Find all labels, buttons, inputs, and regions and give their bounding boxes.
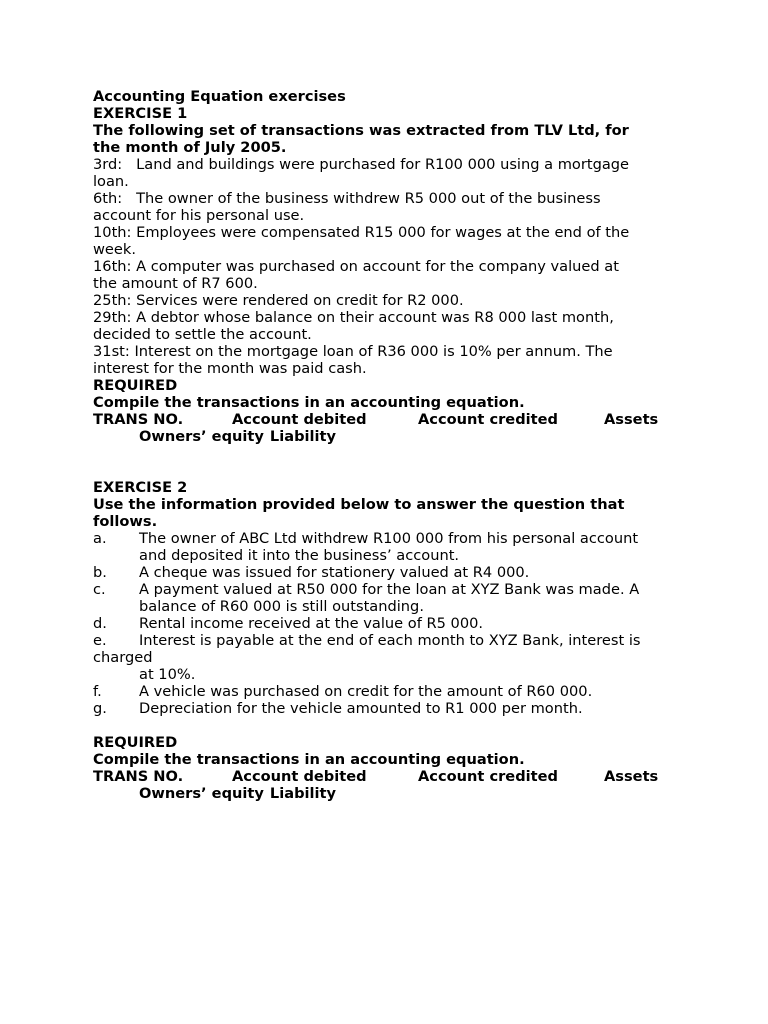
- item-e-wrap: charged: [93, 649, 153, 666]
- header-owners-equity: Owners’ equity: [139, 428, 264, 445]
- exercise2-intro-line2: follows.: [93, 513, 158, 530]
- header-liability: Liability: [269, 785, 337, 802]
- document-page: [93, 88, 683, 802]
- exercise1-heading: EXERCISE 1: [93, 105, 188, 122]
- exercise2-intro-line1: Use the information provided below to answer the question that: [93, 496, 625, 513]
- exercise1-table-header-cont: [93, 428, 683, 445]
- exercise1-required-label: REQUIRED: [93, 377, 178, 394]
- transaction-25th-line1: 25th: Services were rendered on credit for R2 000.: [93, 292, 464, 309]
- header-liability: Liability: [269, 428, 337, 445]
- item-label: b.: [93, 564, 107, 581]
- transaction-16th-line2: the amount of R7 600.: [93, 275, 258, 292]
- item-label: c.: [93, 581, 106, 598]
- item-e-cont: at 10%.: [139, 666, 196, 683]
- transaction-16th-line1: 16th: A computer was purchased on account for the company valued at: [93, 258, 619, 275]
- item-d: [93, 615, 683, 632]
- header-account-debited: Account debited: [232, 411, 367, 428]
- header-owners-equity: Owners’ equity: [139, 785, 264, 802]
- item-b: [93, 564, 683, 581]
- exercise1-table-header: [93, 411, 683, 428]
- item-c: [93, 581, 683, 598]
- exercise1-intro-line1: The following set of transactions was extracted from TLV Ltd, for: [93, 122, 629, 139]
- exercise2-heading: EXERCISE 2: [93, 479, 188, 496]
- item-text: A cheque was issued for stationery valued at R4 000.: [139, 564, 530, 581]
- exercise1-intro-line2: the month of July 2005.: [93, 139, 287, 156]
- transaction-31st-line1: 31st: Interest on the mortgage loan of R36 000 is 10% per annum. The: [93, 343, 613, 360]
- header-trans-no: TRANS NO.: [93, 768, 184, 785]
- transaction-29th-line1: 29th: A debtor whose balance on their account was R8 000 last month,: [93, 309, 614, 326]
- item-g: [93, 700, 683, 717]
- item-e: [93, 632, 683, 649]
- header-trans-no: TRANS NO.: [93, 411, 184, 428]
- header-assets: Assets: [604, 768, 659, 785]
- item-a-cont: and deposited it into the business’ account.: [139, 547, 460, 564]
- exercise1-required-text: Compile the transactions in an accounting equation.: [93, 394, 525, 411]
- exercise2-required-text: Compile the transactions in an accounting equation.: [93, 751, 525, 768]
- exercise2-required-label: REQUIRED: [93, 734, 178, 751]
- item-label: f.: [93, 683, 102, 700]
- item-label: g.: [93, 700, 107, 717]
- header-account-credited: Account credited: [418, 768, 558, 785]
- transaction-10th-line1: 10th: Employees were compensated R15 000 for wages at the end of the: [93, 224, 630, 241]
- header-account-debited: Account debited: [232, 768, 367, 785]
- exercise2-table-header: [93, 768, 683, 785]
- item-text: The owner of ABC Ltd withdrew R100 000 from his personal account: [139, 530, 639, 547]
- transaction-31st-line2: interest for the month was paid cash.: [93, 360, 367, 377]
- item-label: e.: [93, 632, 107, 649]
- document-title: Accounting Equation exercises: [93, 88, 346, 105]
- item-label: d.: [93, 615, 107, 632]
- item-c-cont: balance of R60 000 is still outstanding.: [139, 598, 424, 615]
- item-text: A vehicle was purchased on credit for the amount of R60 000.: [139, 683, 593, 700]
- header-account-credited: Account credited: [418, 411, 558, 428]
- transaction-3rd-line2: loan.: [93, 173, 129, 190]
- item-a: [93, 530, 683, 547]
- exercise2-table-header-cont: [93, 785, 683, 802]
- item-text: Depreciation for the vehicle amounted to R1 000 per month.: [139, 700, 583, 717]
- transaction-3rd-line1: 3rd: Land and buildings were purchased for R100 000 using a mortgage: [93, 156, 630, 173]
- header-assets: Assets: [604, 411, 659, 428]
- item-text: A payment valued at R50 000 for the loan at XYZ Bank was made. A: [139, 581, 640, 598]
- transaction-6th-line2: account for his personal use.: [93, 207, 305, 224]
- transaction-29th-line2: decided to settle the account.: [93, 326, 312, 343]
- item-f: [93, 683, 683, 700]
- transaction-10th-line2: week.: [93, 241, 136, 258]
- item-text: Rental income received at the value of R5 000.: [139, 615, 484, 632]
- transaction-6th-line1: 6th: The owner of the business withdrew R5 000 out of the business: [93, 190, 601, 207]
- item-label: a.: [93, 530, 107, 547]
- item-text: Interest is payable at the end of each month to XYZ Bank, interest is: [139, 632, 641, 649]
